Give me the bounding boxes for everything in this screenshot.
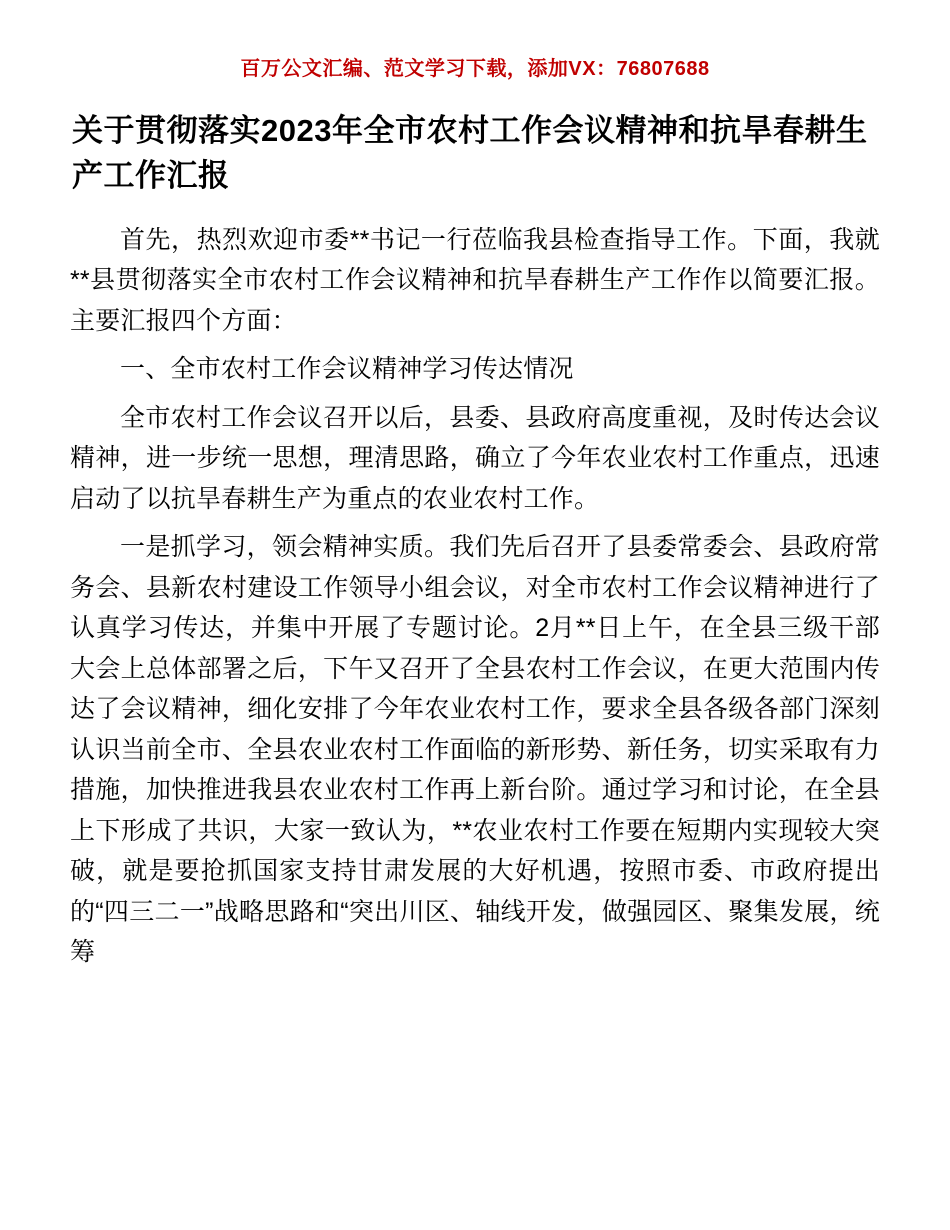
paragraph: 一是抓学习，领会精神实质。我们先后召开了县委常委会、县政府常务会、县新农村建设工作领导小组会议，对全市农村工作会议精神进行了认真学习传达，并集中开展了专题讨论。2月**日上午，在全县三级干部大会上总体部署之后，下午又召开了全县农村工作会议，在更大范围内传达了会议精神，细化安排了今年农业农村工作，要求全县各级各部门深刻认识当前全市、全县农业农村工作面临的新形势、新任务，切实采取有力措施，加快推进我县农业农村工作再上新台阶。通过学习和讨论，在全县上下形成了共识，大家一致认为，**农业农村工作要在短期内实现较大突破，就是要抢抓国家支持甘肃发展的大好机遇，按照市委、市政府提出的“四三二一”战略思路和“突出川区、轴线开发，做强园区、聚集发展，统筹 — [70, 533, 880, 967]
paragraph: 首先，热烈欢迎市委**书记一行莅临我县检查指导工作。下面，我就**县贯彻落实全市农村工作会议精神和抗旱春耕生产工作作以简要汇报。主要汇报四个方面： — [70, 225, 880, 335]
paragraph: 全市农村工作会议召开以后，县委、县政府高度重视，及时传达会议精神，进一步统一思想，理清思路，确立了今年农业农村工作重点，迅速启动了以抗旱春耕生产为重点的农业农村工作。 — [70, 403, 880, 513]
section-heading-1: 一、全市农村工作会议精神学习传达情况 — [120, 355, 574, 384]
watermark-banner: 百万公文汇编、范文学习下载，添加VX：76807688 — [240, 58, 710, 80]
page-title: 关于贯彻落实2023年全市农村工作会议精神和抗旱春耕生产工作汇报 — [72, 113, 868, 193]
document-body — [68, 220, 882, 973]
